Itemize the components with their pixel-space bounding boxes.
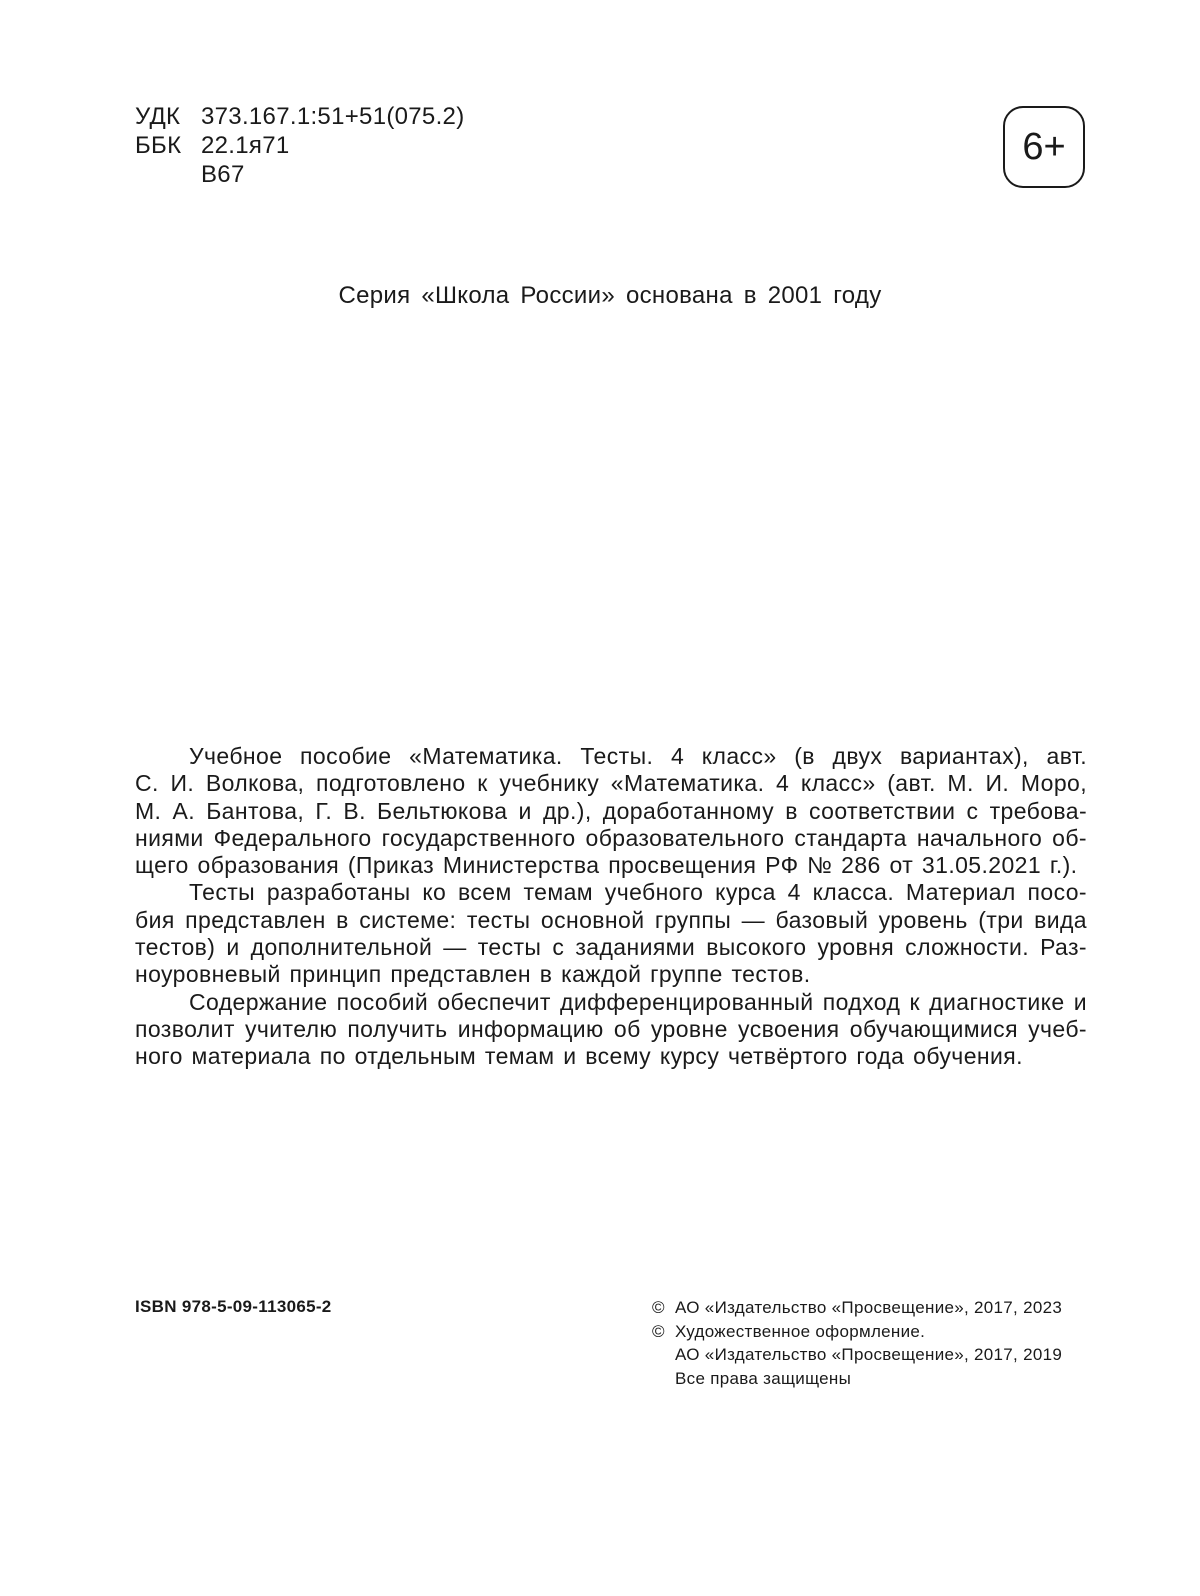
age-rating-badge (1003, 106, 1085, 188)
copyright-line-publisher: © АО «Издательство «Просвещение», 2017, 2023 (652, 1296, 1062, 1320)
annotation-line: ного материала по отдельным темам и всему курсу четвёртого года обучения. (135, 1043, 1023, 1070)
bbk-row (135, 131, 465, 160)
udk-value: 373.167.1:51+51(075.2) (201, 103, 465, 130)
rights-reserved: Все права защищены (675, 1368, 852, 1388)
annotation-line: ноуровневый принцип представлен в каждой группе тестов. (135, 961, 811, 988)
annotation-text (135, 743, 1087, 1071)
bbk-label: ББК (135, 132, 182, 159)
isbn: ISBN 978-5-09-113065-2 (135, 1297, 332, 1316)
copyright-symbol: © (652, 1298, 665, 1317)
classification-block (135, 102, 465, 189)
annotation-line: Тесты разработаны ко всем темам учебного курса 4 класса. Материал посо- (189, 879, 1087, 906)
udk-row (135, 102, 465, 131)
annotation-line: Содержание пособий обеспечит дифференцированный подход к диагностике и (189, 988, 1087, 1015)
copyright-line-design-publisher: АО «Издательство «Просвещение», 2017, 2019 (675, 1345, 1063, 1364)
annotation-line: ниями Федерального государственного образовательного стандарта начального об- (135, 824, 1087, 851)
bbk-value: 22.1я71 (201, 132, 290, 159)
copyright-symbol: © (652, 1321, 665, 1341)
annotation-line: щего образования (Приказ Министерства просвещения РФ № 286 от 31.05.2021 г.). (135, 852, 1078, 879)
author-mark-row (135, 160, 465, 189)
annotation-line: бия представлен в системе: тесты основной группы — базовый уровень (три вида (135, 906, 1087, 933)
annotation-line: позволит учителю получить информацию об уровне усвоения обучающимися учеб- (135, 1015, 1087, 1042)
copyright-block (652, 1296, 1062, 1390)
udk-label: УДК (135, 103, 181, 130)
series-note: Серия «Школа России» основана в 2001 году (338, 282, 882, 309)
annotation-line: М. А. Бантова, Г. В. Бельтюкова и др.), доработанному в соответствии с требова- (135, 797, 1087, 824)
author-mark: В67 (201, 161, 245, 188)
age-rating-text: 6+ (1022, 125, 1066, 168)
annotation-line: Учебное пособие «Математика. Тесты. 4 класс» (в двух вариантах), авт. (189, 743, 1087, 769)
annotation-line: тестов) и дополнительной — тесты с заданиями высокого уровня сложности. Раз- (135, 934, 1087, 961)
copyright-line-design: © Художественное оформление. (652, 1320, 1062, 1344)
annotation-line: С. И. Волкова, подготовлено к учебнику «Математика. 4 класс» (авт. М. И. Моро, (135, 770, 1087, 797)
